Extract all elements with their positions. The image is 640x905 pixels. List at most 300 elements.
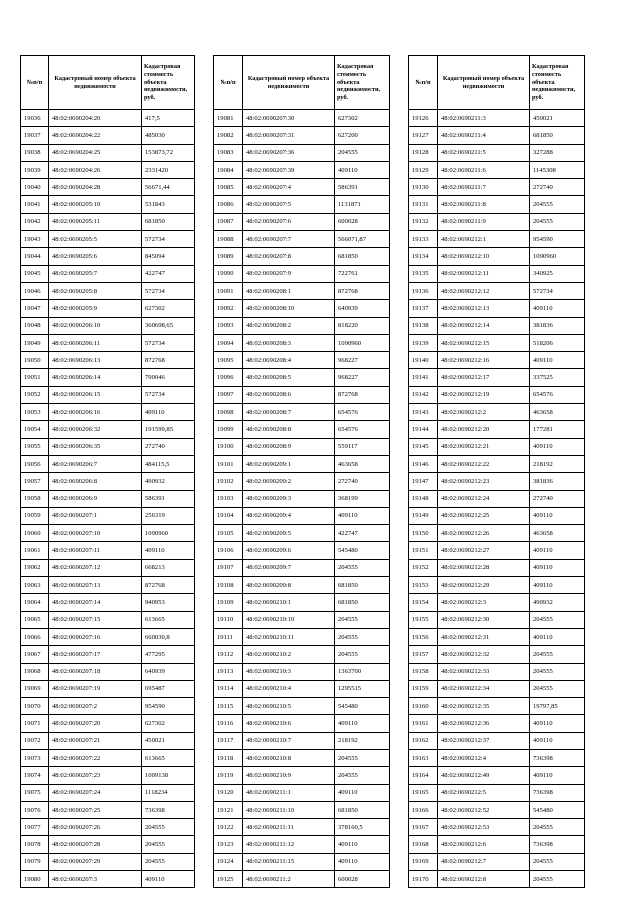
row-number-cell: 19089 bbox=[214, 248, 243, 265]
row-number-cell: 19145 bbox=[409, 438, 438, 455]
table-row bbox=[409, 853, 585, 870]
cadastral-cost-cell: 422747 bbox=[142, 265, 195, 282]
cadastral-number-cell: 48:02:0690212:7 bbox=[438, 853, 530, 870]
cadastral-number-cell: 48:02:0690209:4 bbox=[243, 507, 335, 524]
header-num: №п/п bbox=[409, 56, 438, 110]
row-number-cell: 19088 bbox=[214, 231, 243, 248]
cadastral-number-cell: 48:02:0690212:11 bbox=[438, 265, 530, 282]
row-number-cell: 19071 bbox=[21, 715, 49, 732]
cadastral-number-cell: 48:02:0690212:22 bbox=[438, 455, 530, 472]
table-row bbox=[409, 663, 585, 680]
table-row bbox=[214, 404, 390, 421]
table-row bbox=[21, 421, 195, 438]
row-number-cell: 19150 bbox=[409, 525, 438, 542]
row-number-cell: 19060 bbox=[21, 525, 49, 542]
table-row bbox=[214, 473, 390, 490]
row-number-cell: 19140 bbox=[409, 352, 438, 369]
table-row bbox=[409, 490, 585, 507]
cadastral-cost-cell: 1118234 bbox=[142, 784, 195, 801]
row-number-cell: 19069 bbox=[21, 680, 49, 697]
row-number-cell: 19111 bbox=[214, 628, 243, 645]
row-number-cell: 19114 bbox=[214, 680, 243, 697]
table-row bbox=[21, 317, 195, 334]
cadastral-cost-cell: 409110 bbox=[335, 715, 390, 732]
row-number-cell: 19137 bbox=[409, 300, 438, 317]
cadastral-cost-cell: 872768 bbox=[335, 282, 390, 299]
cadastral-cost-cell: 204555 bbox=[335, 559, 390, 576]
cadastral-number-cell: 48:02:0690212:5 bbox=[438, 784, 530, 801]
cadastral-cost-cell: 736398 bbox=[530, 784, 585, 801]
row-number-cell: 19116 bbox=[214, 715, 243, 732]
cadastral-number-cell: 48:02:0690212:24 bbox=[438, 490, 530, 507]
table-row bbox=[214, 715, 390, 732]
table-row bbox=[214, 438, 390, 455]
cadastral-number-cell: 48:02:0690212:2 bbox=[438, 404, 530, 421]
cadastral-cost-cell: 409110 bbox=[530, 767, 585, 784]
cadastral-number-cell: 48:02:0690207:19 bbox=[49, 680, 142, 697]
cadastral-cost-cell: 586391 bbox=[335, 179, 390, 196]
table-row bbox=[21, 732, 195, 749]
table-row bbox=[21, 127, 195, 144]
cadastral-number-cell: 48:02:0690207:15 bbox=[49, 611, 142, 628]
table-header-row bbox=[214, 56, 390, 110]
cadastral-number-cell: 48:02:0690204:26 bbox=[49, 161, 142, 178]
row-number-cell: 19127 bbox=[409, 127, 438, 144]
table-row bbox=[21, 438, 195, 455]
row-number-cell: 19162 bbox=[409, 732, 438, 749]
row-number-cell: 19092 bbox=[214, 300, 243, 317]
row-number-cell: 19051 bbox=[21, 369, 49, 386]
row-number-cell: 19084 bbox=[214, 161, 243, 178]
table-row bbox=[21, 455, 195, 472]
cadastral-cost-cell: 660030,8 bbox=[142, 628, 195, 645]
cadastral-number-cell: 48:02:0690209:1 bbox=[243, 455, 335, 472]
row-number-cell: 19043 bbox=[21, 231, 49, 248]
table-row bbox=[214, 213, 390, 230]
row-number-cell: 19106 bbox=[214, 542, 243, 559]
row-number-cell: 19048 bbox=[21, 317, 49, 334]
table-row bbox=[21, 871, 195, 888]
cadastral-number-cell: 48:02:0690212:14 bbox=[438, 317, 530, 334]
cadastral-cost-cell: 681850 bbox=[335, 594, 390, 611]
row-number-cell: 19075 bbox=[21, 784, 49, 801]
cadastral-cost-cell: 477295 bbox=[142, 646, 195, 663]
cadastral-number-cell: 48:02:0690210:11 bbox=[243, 628, 335, 645]
cadastral-number-cell: 48:02:0690209:3 bbox=[243, 490, 335, 507]
row-number-cell: 19143 bbox=[409, 404, 438, 421]
cadastral-number-cell: 48:02:0690212:12 bbox=[438, 282, 530, 299]
table-row bbox=[21, 282, 195, 299]
cadastral-cost-cell: 872768 bbox=[142, 577, 195, 594]
row-number-cell: 19136 bbox=[409, 282, 438, 299]
cadastral-cost-cell: 409110 bbox=[530, 542, 585, 559]
row-number-cell: 19126 bbox=[409, 110, 438, 127]
cadastral-cost-cell: 1009138 bbox=[142, 767, 195, 784]
row-number-cell: 19110 bbox=[214, 611, 243, 628]
cadastral-cost-cell: 204555 bbox=[530, 680, 585, 697]
cadastral-number-cell: 48:02:0690211:4 bbox=[438, 127, 530, 144]
cadastral-cost-cell: 790046 bbox=[142, 369, 195, 386]
table-row bbox=[409, 282, 585, 299]
cadastral-cost-cell: 940953 bbox=[142, 594, 195, 611]
cadastral-cost-cell: 490932 bbox=[530, 594, 585, 611]
row-number-cell: 19155 bbox=[409, 611, 438, 628]
row-number-cell: 19083 bbox=[214, 144, 243, 161]
row-number-cell: 19141 bbox=[409, 369, 438, 386]
row-number-cell: 19119 bbox=[214, 767, 243, 784]
cadastral-cost-cell: 559117 bbox=[335, 438, 390, 455]
cadastral-number-cell: 48:02:0690207:24 bbox=[49, 784, 142, 801]
row-number-cell: 19102 bbox=[214, 473, 243, 490]
cadastral-cost-cell: 463658 bbox=[530, 525, 585, 542]
cadastral-number-cell: 48:02:0690212:28 bbox=[438, 559, 530, 576]
table-row bbox=[214, 525, 390, 542]
table-row bbox=[21, 144, 195, 161]
cadastral-cost-cell: 19797,85 bbox=[530, 698, 585, 715]
table-row bbox=[21, 213, 195, 230]
table-row bbox=[409, 248, 585, 265]
table-row bbox=[21, 559, 195, 576]
row-number-cell: 19038 bbox=[21, 144, 49, 161]
cadastral-number-cell: 48:02:0690212:33 bbox=[438, 663, 530, 680]
table-row bbox=[21, 248, 195, 265]
cadastral-cost-cell: 968227 bbox=[335, 369, 390, 386]
row-number-cell: 19156 bbox=[409, 628, 438, 645]
row-number-cell: 19125 bbox=[214, 871, 243, 888]
cadastral-number-cell: 48:02:0690212:36 bbox=[438, 715, 530, 732]
table-row bbox=[409, 438, 585, 455]
row-number-cell: 19072 bbox=[21, 732, 49, 749]
cadastral-number-cell: 48:02:0690212:17 bbox=[438, 369, 530, 386]
row-number-cell: 19154 bbox=[409, 594, 438, 611]
row-number-cell: 19139 bbox=[409, 334, 438, 351]
row-number-cell: 19096 bbox=[214, 369, 243, 386]
cadastral-cost-cell: 272740 bbox=[335, 473, 390, 490]
table-row bbox=[214, 871, 390, 888]
cadastral-number-cell: 48:02:0690208:6 bbox=[243, 386, 335, 403]
cadastral-number-cell: 48:02:0690207:11 bbox=[49, 542, 142, 559]
cadastral-number-cell: 48:02:0690208:5 bbox=[243, 369, 335, 386]
cadastral-number-cell: 48:02:0690210:2 bbox=[243, 646, 335, 663]
row-number-cell: 19135 bbox=[409, 265, 438, 282]
table-row bbox=[21, 784, 195, 801]
cadastral-number-cell: 48:02:0690212:3 bbox=[438, 594, 530, 611]
cadastral-cost-cell: 256319 bbox=[142, 507, 195, 524]
table-row bbox=[21, 542, 195, 559]
cadastral-number-cell: 48:02:0690210:10 bbox=[243, 611, 335, 628]
cadastral-cost-cell: 736398 bbox=[530, 749, 585, 766]
row-number-cell: 19064 bbox=[21, 594, 49, 611]
table-row bbox=[214, 836, 390, 853]
table-row bbox=[21, 161, 195, 178]
table-row bbox=[21, 265, 195, 282]
table-row bbox=[409, 110, 585, 127]
cadastral-cost-cell: 409110 bbox=[530, 507, 585, 524]
row-number-cell: 19086 bbox=[214, 196, 243, 213]
row-number-cell: 19047 bbox=[21, 300, 49, 317]
cadastral-number-cell: 48:02:0690205:5 bbox=[49, 231, 142, 248]
cadastral-number-cell: 48:02:0690205:7 bbox=[49, 265, 142, 282]
row-number-cell: 19152 bbox=[409, 559, 438, 576]
cadastral-number-cell: 48:02:0690212:27 bbox=[438, 542, 530, 559]
cadastral-cost-cell: 613665 bbox=[142, 611, 195, 628]
cadastral-number-cell: 48:02:0690212:52 bbox=[438, 801, 530, 818]
row-number-cell: 19076 bbox=[21, 801, 49, 818]
cadastral-cost-cell: 204555 bbox=[530, 196, 585, 213]
row-number-cell: 19115 bbox=[214, 698, 243, 715]
cadastral-number-cell: 48:02:0690211:8 bbox=[438, 196, 530, 213]
table-row bbox=[214, 559, 390, 576]
cadastral-number-cell: 48:02:0690204:28 bbox=[49, 179, 142, 196]
table-row bbox=[21, 836, 195, 853]
cadastral-cost-cell: 845094 bbox=[142, 248, 195, 265]
table-row bbox=[21, 698, 195, 715]
cadastral-cost-cell: 736398 bbox=[530, 836, 585, 853]
table-row bbox=[214, 490, 390, 507]
cadastral-cost-cell: 191599,85 bbox=[142, 421, 195, 438]
cadastral-number-cell: 48:02:0690212:4 bbox=[438, 749, 530, 766]
cadastral-number-cell: 48:02:0690207:16 bbox=[49, 628, 142, 645]
row-number-cell: 19058 bbox=[21, 490, 49, 507]
table-row bbox=[214, 386, 390, 403]
row-number-cell: 19121 bbox=[214, 801, 243, 818]
row-number-cell: 19095 bbox=[214, 352, 243, 369]
cadastral-number-cell: 48:02:0690207:7 bbox=[243, 231, 335, 248]
row-number-cell: 19122 bbox=[214, 819, 243, 836]
row-number-cell: 19068 bbox=[21, 663, 49, 680]
table-row bbox=[409, 542, 585, 559]
cadastral-number-cell: 48:02:0690211:12 bbox=[243, 836, 335, 853]
cadastral-cost-cell: 360698,65 bbox=[142, 317, 195, 334]
cadastral-cost-cell: 640939 bbox=[142, 663, 195, 680]
cadastral-cost-cell: 954590 bbox=[530, 231, 585, 248]
row-number-cell: 19078 bbox=[21, 836, 49, 853]
cadastral-number-cell: 48:02:0690210:8 bbox=[243, 749, 335, 766]
cadastral-number-cell: 48:02:0690212:25 bbox=[438, 507, 530, 524]
cadastral-number-cell: 48:02:0690208:1 bbox=[243, 282, 335, 299]
cadastral-cost-cell: 204555 bbox=[530, 646, 585, 663]
cadastral-number-cell: 48:02:0690207:5 bbox=[243, 196, 335, 213]
table-row bbox=[409, 386, 585, 403]
cadastral-cost-cell: 177281 bbox=[530, 421, 585, 438]
table-row bbox=[409, 577, 585, 594]
cadastral-number-cell: 48:02:0690212:16 bbox=[438, 352, 530, 369]
cadastral-cost-cell: 627302 bbox=[142, 715, 195, 732]
cadastral-number-cell: 48:02:0690206:35 bbox=[49, 438, 142, 455]
cadastral-number-cell: 48:02:0690210:4 bbox=[243, 680, 335, 697]
row-number-cell: 19120 bbox=[214, 784, 243, 801]
cadastral-cost-cell: 484115,5 bbox=[142, 455, 195, 472]
table-row bbox=[409, 646, 585, 663]
row-number-cell: 19067 bbox=[21, 646, 49, 663]
cadastral-cost-cell: 204555 bbox=[335, 628, 390, 645]
table-row bbox=[409, 749, 585, 766]
row-number-cell: 19134 bbox=[409, 248, 438, 265]
table-row bbox=[409, 715, 585, 732]
table-row bbox=[21, 801, 195, 818]
row-number-cell: 19107 bbox=[214, 559, 243, 576]
table-row bbox=[21, 196, 195, 213]
row-number-cell: 19059 bbox=[21, 507, 49, 524]
cadastral-number-cell: 48:02:0690212:31 bbox=[438, 628, 530, 645]
cadastral-cost-cell: 337525 bbox=[530, 369, 585, 386]
row-number-cell: 19046 bbox=[21, 282, 49, 299]
cadastral-cost-cell: 600028 bbox=[335, 213, 390, 230]
cadastral-cost-cell: 204555 bbox=[530, 871, 585, 888]
table-row bbox=[21, 715, 195, 732]
cadastral-number-cell: 48:02:0690207:28 bbox=[49, 836, 142, 853]
cadastral-cost-cell: 409110 bbox=[530, 352, 585, 369]
row-number-cell: 19074 bbox=[21, 767, 49, 784]
header-cadastral-number: Кадастровый номер объекта недвижимости bbox=[243, 56, 335, 110]
header-cadastral-cost: Кадастровая стоимость объекта недвижимости, руб. bbox=[142, 56, 195, 110]
table-row bbox=[21, 300, 195, 317]
cadastral-cost-cell: 204555 bbox=[142, 819, 195, 836]
row-number-cell: 19168 bbox=[409, 836, 438, 853]
cadastral-cost-cell: 204555 bbox=[335, 611, 390, 628]
cadastral-number-cell: 48:02:0690209:8 bbox=[243, 577, 335, 594]
table-row bbox=[409, 369, 585, 386]
cadastral-cost-cell: 450021 bbox=[142, 732, 195, 749]
row-number-cell: 19165 bbox=[409, 784, 438, 801]
cadastral-cost-cell: 566071,87 bbox=[335, 231, 390, 248]
table-row bbox=[214, 317, 390, 334]
table-row bbox=[214, 732, 390, 749]
cadastral-number-cell: 48:02:0690210:3 bbox=[243, 663, 335, 680]
table-row bbox=[214, 577, 390, 594]
cadastral-number-cell: 48:02:0690212:49 bbox=[438, 767, 530, 784]
table-row bbox=[21, 749, 195, 766]
row-number-cell: 19042 bbox=[21, 213, 49, 230]
row-number-cell: 19052 bbox=[21, 386, 49, 403]
cadastral-cost-cell: 204555 bbox=[530, 819, 585, 836]
row-number-cell: 19056 bbox=[21, 455, 49, 472]
row-number-cell: 19157 bbox=[409, 646, 438, 663]
row-number-cell: 19158 bbox=[409, 663, 438, 680]
table-row bbox=[409, 404, 585, 421]
cadastral-cost-cell: 378160,5 bbox=[335, 819, 390, 836]
cadastral-number-cell: 48:02:0690212:37 bbox=[438, 732, 530, 749]
row-number-cell: 19057 bbox=[21, 473, 49, 490]
row-number-cell: 19036 bbox=[21, 110, 49, 127]
cadastral-cost-cell: 572734 bbox=[142, 231, 195, 248]
cadastral-cost-cell: 654576 bbox=[530, 386, 585, 403]
row-number-cell: 19144 bbox=[409, 421, 438, 438]
table-row bbox=[21, 490, 195, 507]
cadastral-number-cell: 48:02:0690206:7 bbox=[49, 455, 142, 472]
cadastral-number-cell: 48:02:0690211:1 bbox=[243, 784, 335, 801]
cadastral-cost-cell: 695487 bbox=[142, 680, 195, 697]
table-row bbox=[214, 196, 390, 213]
cadastral-number-cell: 48:02:0690212:26 bbox=[438, 525, 530, 542]
cadastral-number-cell: 48:02:0690207:8 bbox=[243, 248, 335, 265]
row-number-cell: 19080 bbox=[21, 871, 49, 888]
table-row bbox=[21, 663, 195, 680]
row-number-cell: 19090 bbox=[214, 265, 243, 282]
table-header-row bbox=[409, 56, 585, 110]
cadastral-number-cell: 48:02:0690207:39 bbox=[243, 161, 335, 178]
row-number-cell: 19104 bbox=[214, 507, 243, 524]
row-number-cell: 19094 bbox=[214, 334, 243, 351]
cadastral-number-cell: 48:02:0690207:13 bbox=[49, 577, 142, 594]
header-num: №п/п bbox=[21, 56, 49, 110]
row-number-cell: 19159 bbox=[409, 680, 438, 697]
cadastral-cost-cell: 654576 bbox=[335, 421, 390, 438]
table-row bbox=[409, 300, 585, 317]
cadastral-cost-cell: 204555 bbox=[530, 663, 585, 680]
row-number-cell: 19124 bbox=[214, 853, 243, 870]
row-number-cell: 19170 bbox=[409, 871, 438, 888]
cadastral-cost-cell: 640939 bbox=[335, 300, 390, 317]
cadastral-cost-cell: 204555 bbox=[335, 749, 390, 766]
cadastre-table-1 bbox=[20, 55, 195, 888]
cadastral-number-cell: 48:02:0690206:16 bbox=[49, 404, 142, 421]
row-number-cell: 19091 bbox=[214, 282, 243, 299]
table-row bbox=[214, 352, 390, 369]
cadastral-cost-cell: 613665 bbox=[142, 749, 195, 766]
cadastral-cost-cell: 572734 bbox=[142, 282, 195, 299]
cadastral-number-cell: 48:02:0690207:22 bbox=[49, 749, 142, 766]
row-number-cell: 19077 bbox=[21, 819, 49, 836]
cadastral-number-cell: 48:02:0690212:19 bbox=[438, 386, 530, 403]
row-number-cell: 19061 bbox=[21, 542, 49, 559]
cadastral-cost-cell: 1131871 bbox=[335, 196, 390, 213]
cadastral-cost-cell: 681850 bbox=[335, 801, 390, 818]
cadastral-number-cell: 48:02:0690212:10 bbox=[438, 248, 530, 265]
cadastral-number-cell: 48:02:0690205:10 bbox=[49, 196, 142, 213]
cadastral-number-cell: 48:02:0690212:23 bbox=[438, 473, 530, 490]
table-row bbox=[21, 507, 195, 524]
cadastral-cost-cell: 409110 bbox=[335, 507, 390, 524]
row-number-cell: 19070 bbox=[21, 698, 49, 715]
table-row bbox=[409, 698, 585, 715]
table-row bbox=[21, 386, 195, 403]
table-row bbox=[21, 594, 195, 611]
cadastral-cost-cell: 409110 bbox=[335, 784, 390, 801]
table-row bbox=[214, 421, 390, 438]
table-row bbox=[409, 507, 585, 524]
table-row bbox=[21, 334, 195, 351]
table-row bbox=[21, 853, 195, 870]
row-number-cell: 19160 bbox=[409, 698, 438, 715]
cadastral-cost-cell: 954590 bbox=[142, 698, 195, 715]
cadastral-number-cell: 48:02:0690207:29 bbox=[49, 853, 142, 870]
table-row bbox=[214, 144, 390, 161]
cadastral-cost-cell: 545480 bbox=[335, 542, 390, 559]
table-row bbox=[21, 179, 195, 196]
row-number-cell: 19045 bbox=[21, 265, 49, 282]
row-number-cell: 19148 bbox=[409, 490, 438, 507]
table-row bbox=[409, 801, 585, 818]
row-number-cell: 19161 bbox=[409, 715, 438, 732]
table-row bbox=[409, 179, 585, 196]
table-row bbox=[409, 819, 585, 836]
cadastral-cost-cell: 204555 bbox=[530, 853, 585, 870]
cadastral-cost-cell: 1090960 bbox=[142, 525, 195, 542]
table-row bbox=[214, 507, 390, 524]
cadastral-cost-cell: 204555 bbox=[335, 767, 390, 784]
cadastral-cost-cell: 450021 bbox=[530, 110, 585, 127]
cadastral-cost-cell: 204555 bbox=[335, 144, 390, 161]
cadastral-cost-cell: 627302 bbox=[335, 110, 390, 127]
cadastral-cost-cell: 409110 bbox=[335, 853, 390, 870]
cadastral-cost-cell: 272740 bbox=[530, 490, 585, 507]
row-number-cell: 19093 bbox=[214, 317, 243, 334]
cadastral-number-cell: 48:02:0690207:23 bbox=[49, 767, 142, 784]
row-number-cell: 19113 bbox=[214, 663, 243, 680]
cadastral-cost-cell: 872768 bbox=[142, 352, 195, 369]
header-cadastral-cost: Кадастровая стоимость объекта недвижимости, руб. bbox=[530, 56, 585, 110]
